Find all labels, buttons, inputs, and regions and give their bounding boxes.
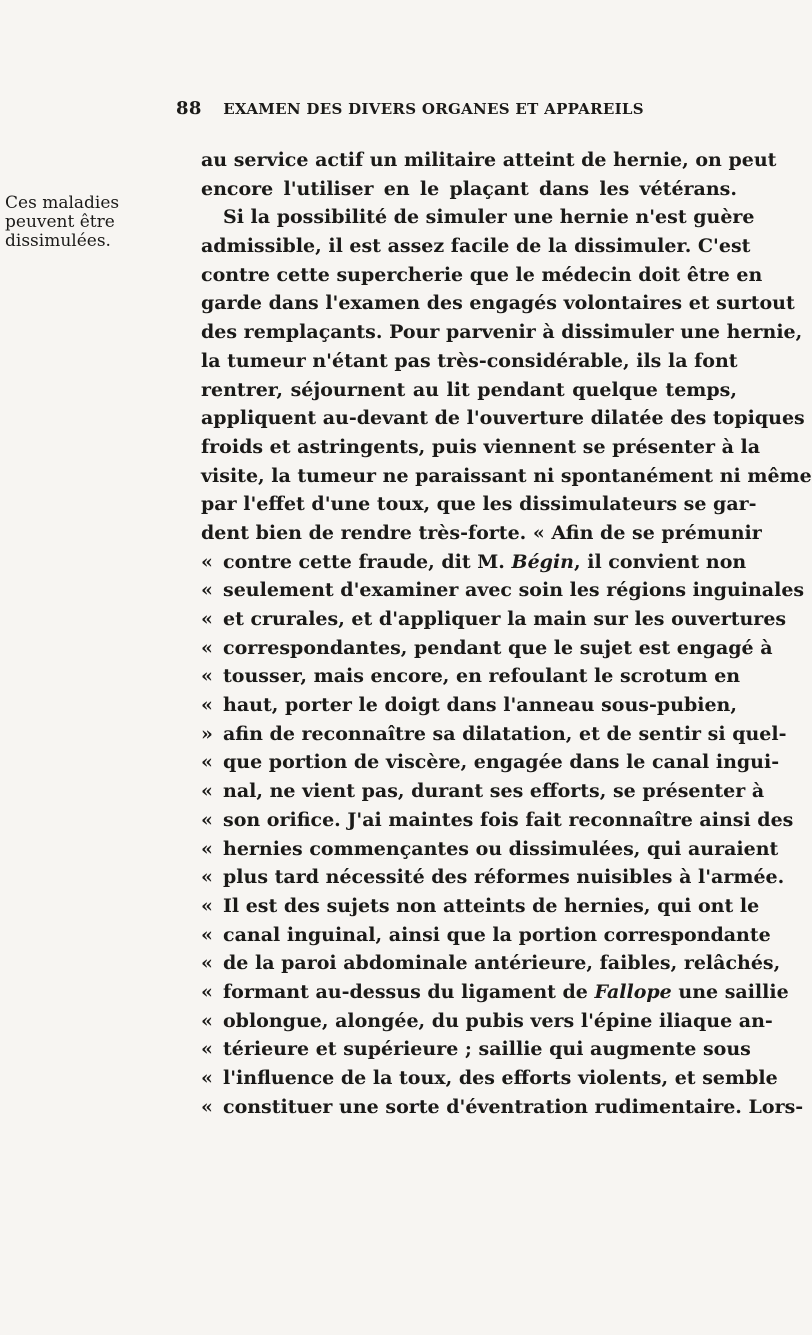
line-text: Si la possibilité de simuler une hernie n'est guère	[223, 206, 755, 229]
text-line	[201, 892, 760, 921]
line-text: constituer une sorte d'éventration rudimentaire. Lors-	[223, 1095, 804, 1118]
margin-note-line: dissimulées.	[5, 231, 111, 251]
line-text-part: , il convient non	[574, 550, 747, 573]
line-text: appliquent au-devant de l'ouverture dilatée des topiques	[201, 407, 805, 430]
quote-mark: «	[201, 550, 213, 573]
line-text: au service actif un militaire atteint de hernie, on peut	[201, 149, 777, 171]
line-text: haut, porter le doigt dans l'anneau sous-pubien,	[223, 694, 737, 717]
line-text: térieure et supérieure ; saillie qui augmente sous	[223, 1038, 751, 1061]
text-line	[201, 519, 762, 548]
line-text: dent bien de rendre très-forte. « Afin de se prémunir	[201, 521, 762, 544]
line-text: tousser, mais encore, en refoulant le scrotum en	[223, 665, 741, 688]
quote-mark: «	[201, 780, 213, 803]
quote-mark: «	[201, 1038, 213, 1061]
line-text: afin de reconnaître sa dilatation, et de sentir si quel-	[223, 722, 787, 745]
text-line	[201, 662, 741, 691]
line-text: oblongue, alongée, du pubis vers l'épine iliaque an-	[223, 1009, 773, 1032]
line-text: l'influence de la toux, des efforts violents, et semble	[223, 1067, 778, 1089]
line-text-part: une saillie	[671, 980, 789, 1003]
text-line	[201, 978, 789, 1007]
quote-mark: «	[201, 923, 213, 946]
quote-mark: «	[201, 751, 213, 774]
italic-name: Fallope	[594, 980, 672, 1003]
text-line	[201, 261, 763, 290]
text-line	[201, 605, 787, 634]
quote-mark: «	[201, 665, 213, 688]
margin-note	[5, 194, 155, 251]
line-text: son orifice. J'ai maintes fois fait reconnaître ainsi des	[223, 808, 794, 831]
text-line	[201, 433, 761, 462]
line-text: visite, la tumeur ne paraissant ni spontanément ni même	[201, 464, 812, 487]
line-text: et crurales, et d'appliquer la main sur les ouvertures	[223, 608, 787, 630]
text-line	[201, 806, 794, 835]
line-text: garde dans l'examen des engagés volontaires et surtout	[201, 292, 795, 315]
quote-mark: «	[201, 894, 213, 917]
quote-mark: «	[201, 636, 213, 659]
line-text: canal inguinal, ainsi que la portion correspondante	[223, 923, 771, 946]
line-text: seulement d'examiner avec soin les régions inguinales	[223, 579, 805, 602]
text-line	[201, 748, 780, 777]
quote-mark: «	[201, 1067, 213, 1089]
body-text	[201, 146, 812, 1121]
quote-mark: »	[201, 722, 213, 745]
text-line	[201, 462, 812, 491]
quote-mark: «	[201, 1095, 213, 1118]
line-text: nal, ne vient pas, durant ses efforts, se présenter à	[223, 780, 765, 803]
text-line	[201, 949, 781, 978]
line-text: contre cette supercherie que le médecin doit être en	[201, 263, 763, 286]
text-line	[201, 1007, 773, 1036]
text-line	[201, 404, 805, 433]
quote-mark: «	[201, 808, 213, 831]
running-title: EXAMEN DES DIVERS ORGANES ET APPAREILS	[223, 100, 644, 118]
text-line	[201, 1035, 751, 1064]
text-line	[201, 921, 771, 950]
text-line	[201, 1064, 778, 1093]
line-text: de la paroi abdominale antérieure, faibles, relâchés,	[223, 952, 781, 975]
quote-mark: «	[201, 837, 213, 860]
line-text: la tumeur n'étant pas très-considérable, ils la font	[201, 349, 738, 372]
running-header	[176, 98, 644, 119]
text-line	[201, 490, 757, 519]
line-text: rentrer, séjournent au lit pendant quelque temps,	[201, 378, 737, 401]
text-line	[201, 720, 787, 749]
line-text: encore l'utiliser en le plaçant dans les vétérans.	[201, 177, 737, 200]
text-line	[201, 777, 765, 806]
text-line	[201, 576, 805, 605]
quote-mark: «	[201, 694, 213, 717]
margin-note-line: Ces maladies	[5, 193, 120, 213]
margin-note-line: peuvent être	[5, 212, 115, 232]
line-text: correspondantes, pendant que le sujet est engagé à	[223, 636, 773, 659]
line-text: par l'effet d'une toux, que les dissimulateurs se gar-	[201, 493, 757, 516]
line-text-part: formant au-dessus du ligament de	[223, 980, 595, 1003]
quote-mark: «	[201, 608, 213, 630]
quote-mark: «	[201, 1009, 213, 1032]
line-text: que portion de viscère, engagée dans le canal ingui-	[223, 751, 780, 774]
text-line	[201, 318, 803, 347]
line-text	[223, 548, 746, 577]
line-text	[223, 978, 789, 1007]
line-text: plus tard nécessité des réformes nuisibles à l'armée.	[223, 866, 785, 889]
line-text: hernies commençantes ou dissimulées, qui auraient	[223, 837, 779, 860]
line-text-part: contre cette fraude, dit M.	[223, 550, 512, 573]
line-text: Il est des sujets non atteints de hernies, qui ont le	[223, 894, 760, 917]
line-text: des remplaçants. Pour parvenir à dissimuler une hernie,	[201, 321, 803, 344]
text-line	[201, 1093, 804, 1122]
text-line	[201, 548, 747, 577]
text-line	[201, 634, 773, 663]
quote-mark: «	[201, 579, 213, 602]
italic-name: Bégin	[511, 550, 574, 573]
text-line	[201, 691, 737, 720]
text-line	[201, 835, 779, 864]
line-text: admissible, il est assez facile de la dissimuler. C'est	[201, 235, 751, 258]
page-number: 88	[176, 98, 202, 119]
quote-mark: «	[201, 952, 213, 975]
text-line	[201, 376, 737, 405]
text-line	[201, 863, 785, 892]
text-line	[201, 232, 751, 261]
text-line	[201, 175, 737, 204]
text-line	[201, 146, 777, 175]
quote-mark: «	[201, 866, 213, 889]
line-text: froids et astringents, puis viennent se présenter à la	[201, 435, 761, 458]
text-line	[201, 347, 737, 376]
text-line	[201, 289, 795, 318]
quote-mark: «	[201, 980, 213, 1003]
text-line	[201, 203, 755, 232]
